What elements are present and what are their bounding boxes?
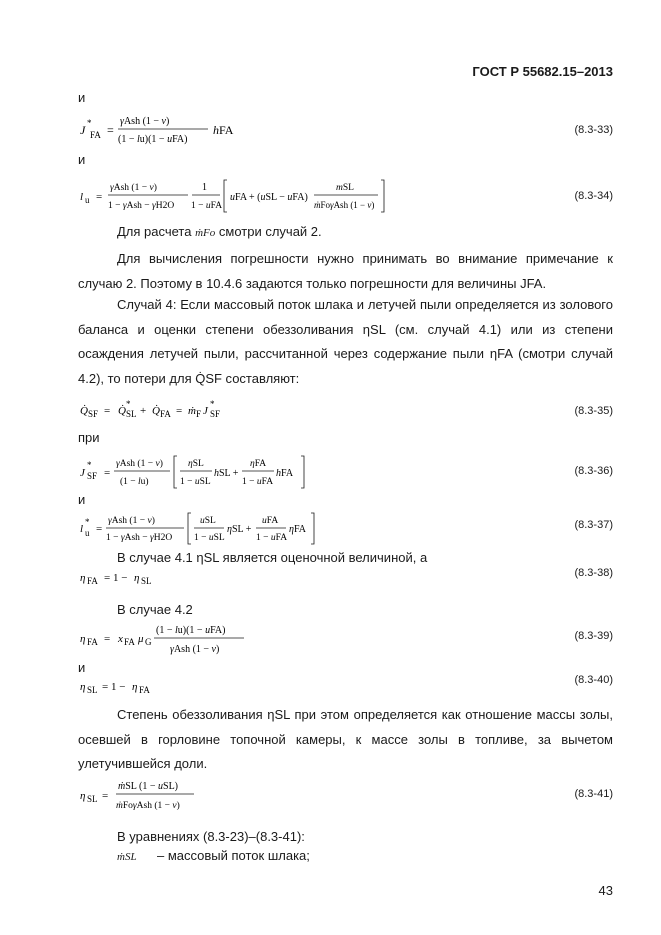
equation-number-8-3-38: (8.3-38) [574,567,613,579]
case41-line: В случае 4.1 ηSL является оценочной величиной, а [117,550,428,565]
svg-text:FA: FA [87,576,98,586]
equation-8-3-40 [78,676,178,700]
svg-text:ṁSL (1 − uSL): ṁSL (1 − uSL) [118,781,179,792]
svg-text:FA: FA [160,409,171,419]
svg-text:ηFA: ηFA [250,459,267,469]
mass-flow-slag-symbol: ṁSL [117,851,137,863]
svg-text:FA: FA [124,637,135,647]
equation-8-3-39 [78,620,278,664]
calc-reference-line [117,224,322,239]
svg-text:SL: SL [87,685,98,695]
svg-text:(1 − lu)(1 − uFA): (1 − lu)(1 − uFA) [118,134,188,145]
svg-text:*: * [210,399,215,409]
svg-text:*: * [87,118,92,128]
svg-text:SL: SL [126,409,137,419]
svg-text:ṁFoγAsh (1 − ν): ṁFoγAsh (1 − ν) [116,801,180,811]
svg-text:1 − γAsh − γH2O: 1 − γAsh − γH2O [108,201,175,211]
degree-paragraph: Степень обеззоливания ηSL при этом определяется как отношение массы золы, осевшей в горловине топочной камеры, к массе золы в топливе, за вычетом улетучившейся доли. [78,707,613,771]
equation-number-8-3-34: (8.3-34) [574,190,613,202]
svg-text:ηSL: ηSL [188,459,204,469]
svg-text:γAsh (1 − ν): γAsh (1 − ν) [108,516,155,526]
svg-text:γAsh (1 − ν): γAsh (1 − ν) [116,459,163,469]
svg-text:Q̇: Q̇ [80,405,88,417]
svg-text:+: + [140,405,147,417]
svg-text:SF: SF [210,409,221,419]
document-header: ГОСТ Р 55682.15–2013 [472,64,613,79]
conjunction-at: при [78,430,100,445]
equation-8-3-37 [78,510,328,552]
svg-text:η: η [132,681,138,693]
equation-number-8-3-41: (8.3-41) [574,788,613,800]
svg-text:SL: SL [87,794,98,804]
equation-8-3-36 [78,452,318,496]
svg-text:=: = [104,633,111,645]
svg-text:hSL +: hSL + [214,468,239,479]
svg-text:=: = [176,405,183,417]
svg-text:l: l [80,523,84,535]
equation-number-8-3-37: (8.3-37) [574,519,613,531]
definition-mass-flow-slag [117,848,310,863]
calc-reference-prefix: Для расчета [117,224,192,239]
equation-number-8-3-40: (8.3-40) [574,674,613,686]
svg-text:x: x [118,633,123,645]
svg-text:ṁFoγAsh (1 − ν): ṁFoγAsh (1 − ν) [314,200,375,210]
svg-text:G: G [145,637,152,647]
svg-text:J: J [203,405,208,417]
svg-text:=: = [96,191,103,203]
page-number: 43 [598,883,613,898]
svg-text:γAsh (1 − ν): γAsh (1 − ν) [110,183,157,193]
svg-text:=: = [104,405,111,417]
equation-number-8-3-33: (8.3-33) [574,124,613,136]
svg-text:η: η [80,790,86,802]
svg-text:=: = [102,790,109,802]
svg-text:η: η [80,681,86,693]
svg-text:*: * [126,399,131,409]
svg-text:1: 1 [202,182,207,193]
equation-8-3-38 [78,567,178,591]
error-paragraph: Для вычисления погрешности нужно принимать во внимание примечание к случаю 2. Поэтому в 10.4.6 задаются только погрешности для величины JFA. [78,251,613,291]
svg-text:u: u [85,528,90,538]
svg-text:(1 − lu): (1 − lu) [120,477,149,487]
svg-text:FA: FA [87,637,98,647]
svg-text:= 1 −: = 1 − [102,681,126,693]
svg-text:η: η [134,572,140,584]
case4-paragraph: Случай 4: Если массовый поток шлака и летучей пыли определяется из золового баланса и оценки степени обеззоливания ηSL (см. случай 4.1) или из степени осаждения летучей пыли, рассчитанной через содержание пыли ηFA (смотри случай 4.2), то потери для Q̇SF составляют: [78,297,613,386]
svg-text:uFA: uFA [262,516,279,526]
svg-text:FA: FA [90,130,101,140]
svg-text:J: J [80,123,86,137]
equation-8-3-34 [78,176,398,220]
svg-text:ṁ: ṁ [188,405,196,417]
calc-reference-suffix: смотри случай 2. [218,224,322,239]
svg-text:1 − γAsh − γH2O: 1 − γAsh − γH2O [106,533,173,543]
conjunction-and: и [78,90,86,105]
svg-text:J: J [80,467,85,479]
svg-text:SF: SF [87,471,98,481]
conjunction-and: и [78,152,86,167]
svg-text:1 − uFA: 1 − uFA [242,477,274,487]
equation-number-8-3-39: (8.3-39) [574,630,613,642]
svg-text:γAsh (1 − ν): γAsh (1 − ν) [120,116,170,127]
svg-text:ηFA: ηFA [289,524,307,535]
svg-text:μ: μ [138,633,144,645]
svg-text:1 − uFA: 1 − uFA [256,533,288,543]
svg-text:=: = [96,523,103,535]
svg-text:1 − uFA: 1 − uFA [191,201,223,211]
svg-text:hFA: hFA [213,123,234,137]
equation-number-8-3-36: (8.3-36) [574,465,613,477]
svg-text:SF: SF [88,409,99,419]
svg-text:Q̇: Q̇ [118,405,126,417]
svg-text:l: l [80,191,84,203]
svg-text:η: η [80,633,86,645]
svg-text:uSL: uSL [200,516,216,526]
equation-8-3-41 [78,776,228,820]
svg-text:= 1 −: = 1 − [104,572,128,584]
svg-text:ηSL +: ηSL + [227,524,252,535]
svg-text:u: u [85,195,90,205]
svg-text:Q̇: Q̇ [152,405,160,417]
equation-8-3-35 [78,398,298,426]
svg-text:FA: FA [139,685,150,695]
svg-text:uFA + (uSL − uFA): uFA + (uSL − uFA) [230,192,308,203]
equations-reference-line: В уравнениях (8.3-23)–(8.3-41): [117,829,305,844]
svg-text:*: * [87,460,92,470]
svg-text:F: F [196,409,202,419]
conjunction-and: и [78,492,86,507]
svg-text:1 − uSL: 1 − uSL [194,533,225,543]
svg-text:γAsh (1 − ν): γAsh (1 − ν) [170,644,220,655]
equation-number-8-3-35: (8.3-35) [574,405,613,417]
conjunction-and: и [78,660,86,675]
svg-text:=: = [104,467,111,479]
svg-text:mSL: mSL [336,183,354,193]
case42-line: В случае 4.2 [117,602,193,617]
equation-8-3-33 [78,112,278,152]
mass-flow-fuel-symbol: ṁFo [195,227,216,239]
definition-text: – массовый поток шлака; [157,848,310,863]
svg-text:1 − uSL: 1 − uSL [180,477,211,487]
svg-text:=: = [107,123,114,137]
svg-text:*: * [85,517,90,527]
svg-text:hFA: hFA [276,468,294,479]
svg-text:η: η [80,572,86,584]
svg-text:SL: SL [141,576,152,586]
svg-text:(1 − lu)(1 − uFA): (1 − lu)(1 − uFA) [156,625,226,636]
